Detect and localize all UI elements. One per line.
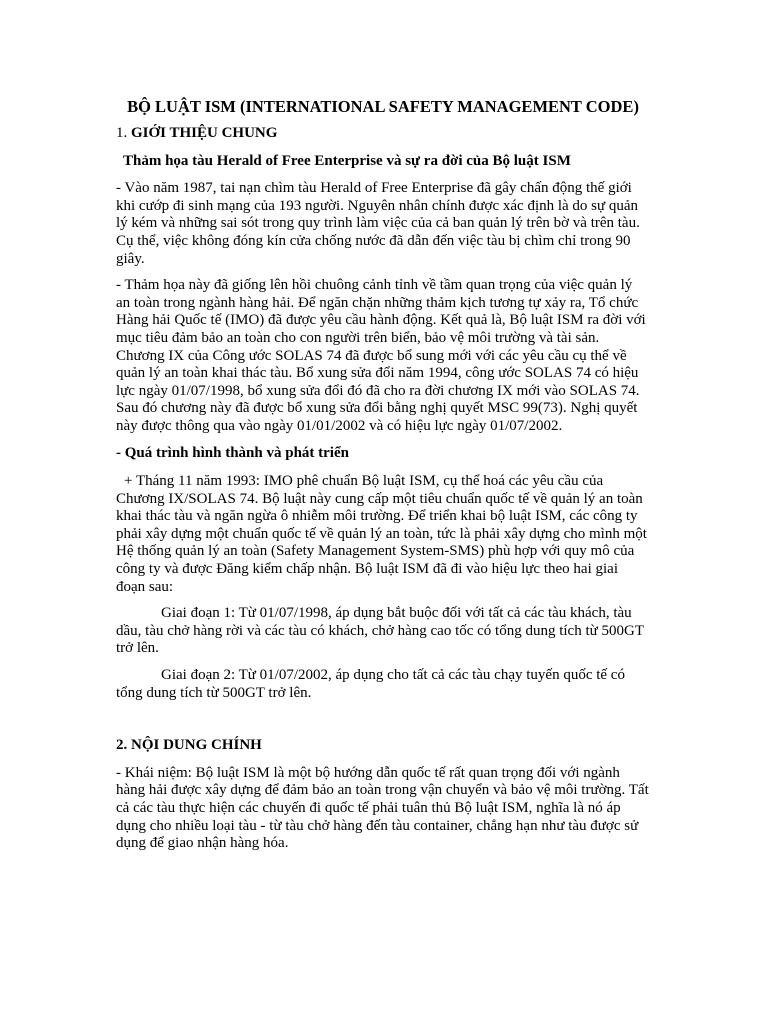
section-1-paragraph-2: - Thảm họa này đã giống lên hồi chuông cảnh tỉnh về tầm quan trọng của việc quản lý an toàn trong ngành hàng hải. Để ngăn chặn những thảm kịch tương tự xảy ra, Tổ chức Hàng hải Quốc tế (IMO) đã được yêu cầu hành động. Kết quả là, Bộ luật ISM ra đời với mục tiêu đảm bảo an toàn cho con người trên biển, bảo vệ môi trường và tài sản. Chương IX của Công ước SOLAS 74 đã được bổ sung mới với các yêu cầu cụ thể về quản lý an toàn khai thác tàu. Bổ xung sửa đổi năm 1994, công ước SOLAS 74 có hiệu lực ngày 01/07/1998, bổ xung sửa đổi đó đã cho ra đời chương IX mới vào SOLAS 74. Sau đó chương này đã được bổ xung sửa đổi bằng nghị quyết MSC 99(73). Nghị quyết này được thông qua vào ngày 01/01/2002 và có hiệu lực ngày 01/07/2002. (116, 277, 646, 434)
section-1-heading (116, 125, 650, 143)
stage-2-paragraph: Giai đoạn 2: Từ 01/07/2002, áp dụng cho tất cả các tàu chạy tuyến quốc tế có tổng dung tích từ 500GT trở lên. (116, 667, 625, 701)
section-1-number: 1. (116, 125, 128, 141)
section-1-paragraph-1: - Vào năm 1987, tai nạn chìm tàu Herald of Free Enterprise đã gây chấn động thế giới khi cướp đi sinh mạng của 193 người. Nguyên nhân chính được xác định là do sự quản lý kém và những sai sót trong quy trình làm việc của cả ban quản lý trên bờ và trên tàu. Cụ thể, việc không đóng kín cửa chống nước đã dẫn đến việc tàu bị chìm chỉ trong 90 giây. (116, 180, 640, 267)
section-2-paragraph-1: - Khái niệm: Bộ luật ISM là một bộ hướng dẫn quốc tế rất quan trọng đối với ngành hàng hải được xây dựng để đảm bảo an toàn trong vận chuyển và bảo vệ môi trường. Tất cả các tàu thực hiện các chuyến đi quốc tế phải tuân thủ Bộ luật ISM, nghĩa là nó áp dụng cho nhiều loại tàu - từ tàu chở hàng đến tàu container, chẳng hạn như tàu được sử dụng để giao nhận hàng hóa. (116, 764, 649, 852)
document-title: BỘ LUẬT ISM (INTERNATIONAL SAFETY MANAGEMENT CODE) (127, 97, 639, 116)
section-2-title: NỘI DUNG CHÍNH (131, 737, 262, 754)
section-gap (116, 711, 650, 737)
section-2-heading (116, 737, 650, 755)
section-2-number: 2. (116, 737, 128, 754)
stage-1-paragraph: Giai đoạn 1: Từ 01/07/1998, áp dụng bắt buộc đối với tất cả các tàu khách, tàu dầu, tàu chở hàng rời và các tàu có khách, chở hàng cao tốc có tổng dung tích từ 500GT trở lên. (116, 605, 644, 657)
section-1-paragraph-3: + Tháng 11 năm 1993: IMO phê chuẩn Bộ luật ISM, cụ thể hoá các yêu cầu của Chương IX/SOLAS 74. Bộ luật này cung cấp một tiêu chuẩn quốc tế về quản lý an toàn khai thác tàu và ngăn ngừa ô nhiễm môi trường. Để triển khai bộ luật ISM, các công ty phải xây dựng một chuẩn quốc tế về quản lý an toàn, tức là phải xây dựng cho mình một Hệ thống quản lý an toàn (Safety Management System-SMS) phù hợp với quy mô của công ty và được Đăng kiểm chấp nhận. Bộ luật ISM đã đi vào hiệu lực theo hai giai đoạn sau: (116, 473, 647, 595)
section-1-subheading: Thảm họa tàu Herald of Free Enterprise và sự ra đời của Bộ luật ISM (123, 152, 571, 169)
section-1-title: GIỚI THIỆU CHUNG (131, 125, 278, 141)
process-heading: - Quá trình hình thành và phát triển (116, 444, 349, 461)
